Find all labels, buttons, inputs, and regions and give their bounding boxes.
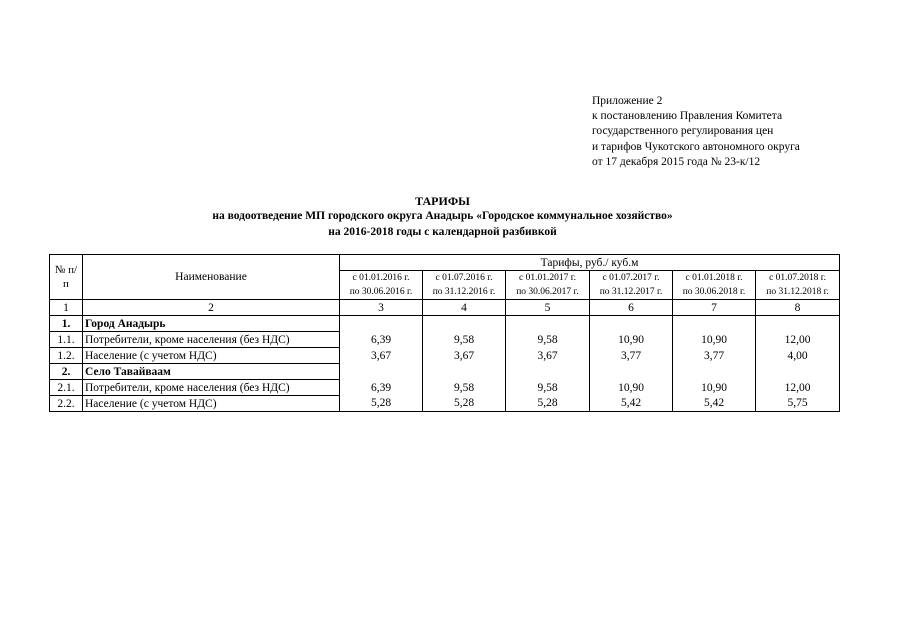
period-to: по 30.06.2018 г. (682, 287, 746, 297)
header-period (756, 271, 840, 300)
header-period (423, 271, 506, 300)
row-number: 1.1. (50, 332, 83, 348)
tariff-value (590, 316, 673, 332)
header-period (590, 271, 673, 300)
row-name: Потребители, кроме населения (без НДС) (83, 332, 340, 348)
table-row (50, 396, 840, 412)
tariff-value (673, 316, 756, 332)
tariff-value: 5,42 (673, 396, 756, 412)
row-name: Потребители, кроме населения (без НДС) (83, 380, 340, 396)
table-row (50, 332, 840, 348)
tariff-value (756, 316, 840, 332)
tariff-value: 10,90 (673, 380, 756, 396)
annex-line: и тарифов Чукотского автономного округа (592, 140, 800, 153)
row-number: 2. (50, 364, 83, 380)
tariff-value: 6,39 (340, 380, 423, 396)
period-to: по 30.06.2016 г. (349, 287, 413, 297)
annex-line: государственного регулирования цен (592, 125, 774, 138)
row-name: Население (с учетом НДС) (83, 348, 340, 364)
tariff-value: 6,39 (340, 332, 423, 348)
document-title (0, 193, 885, 240)
tariff-value: 9,58 (506, 380, 590, 396)
annex-line: Приложение 2 (592, 95, 663, 107)
title-subtitle: на водоотведение МП городского округа Анадырь «Городское коммунальное хозяйство» (212, 210, 673, 222)
period-to: по 31.12.2016 г. (432, 287, 496, 297)
group-row (50, 364, 840, 380)
header-name: Наименование (83, 255, 340, 300)
header-tariff: Тарифы, руб./ куб.м (340, 255, 840, 271)
column-index: 7 (673, 300, 756, 316)
annex-line: от 17 декабря 2015 года № 23-к/12 (592, 155, 761, 168)
period-from: с 01.07.2017 г. (602, 273, 660, 283)
tariff-value (756, 364, 840, 380)
row-number: 1.2. (50, 348, 83, 364)
period-from: с 01.01.2016 г. (352, 273, 410, 283)
column-index: 2 (83, 300, 340, 316)
tariff-value: 5,75 (756, 396, 840, 412)
period-to: по 30.06.2017 г. (516, 287, 579, 297)
column-index: 3 (340, 300, 423, 316)
period-from: с 01.01.2018 г. (685, 273, 743, 283)
tariff-value: 3,67 (506, 348, 590, 364)
row-name: Население (с учетом НДС) (83, 396, 340, 412)
tariff-value: 10,90 (590, 380, 673, 396)
tariff-value: 3,77 (590, 348, 673, 364)
header-num: № п/п (50, 255, 83, 300)
header-period (506, 271, 590, 300)
column-index: 4 (423, 300, 506, 316)
annex-line: к постановлению Правления Комитета (592, 110, 783, 123)
title-main: ТАРИФЫ (415, 194, 470, 208)
column-index: 5 (506, 300, 590, 316)
tariff-value: 5,28 (423, 396, 506, 412)
period-from: с 01.07.2016 г. (435, 273, 493, 283)
tariff-table (49, 254, 840, 412)
row-number: 2.2. (50, 396, 83, 412)
index-row (50, 300, 840, 316)
tariff-value: 9,58 (423, 380, 506, 396)
tariff-value (506, 364, 590, 380)
period-to: по 31.12.2018 г. (766, 287, 829, 297)
header-period (340, 271, 423, 300)
row-name: Город Анадырь (83, 316, 340, 332)
tariff-value (423, 316, 506, 332)
tariff-value: 3,67 (340, 348, 423, 364)
tariff-value (340, 316, 423, 332)
period-to: по 31.12.2017 г. (599, 287, 663, 297)
tariff-value (340, 364, 423, 380)
group-row (50, 316, 840, 332)
period-from: с 01.07.2018 г. (769, 273, 826, 283)
column-index: 6 (590, 300, 673, 316)
tariff-value: 9,58 (423, 332, 506, 348)
row-number: 2.1. (50, 380, 83, 396)
tariff-value: 10,90 (590, 332, 673, 348)
header-period (673, 271, 756, 300)
table-row (50, 348, 840, 364)
tariff-value: 9,58 (506, 332, 590, 348)
tariff-value (590, 364, 673, 380)
table-row (50, 380, 840, 396)
tariff-value: 4,00 (756, 348, 840, 364)
tariff-value (423, 364, 506, 380)
tariff-value: 5,28 (506, 396, 590, 412)
tariff-value: 5,42 (590, 396, 673, 412)
tariff-value: 3,77 (673, 348, 756, 364)
row-number: 1. (50, 316, 83, 332)
tariff-value (506, 316, 590, 332)
row-name: Село Тавайваам (83, 364, 340, 380)
tariff-value: 12,00 (756, 380, 840, 396)
title-period: на 2016-2018 годы с календарной разбивкой (328, 225, 557, 238)
period-from: с 01.01.2017 г. (519, 273, 576, 283)
tariff-value: 3,67 (423, 348, 506, 364)
tariff-value: 5,28 (340, 396, 423, 412)
tariff-value: 10,90 (673, 332, 756, 348)
annex-block (592, 94, 872, 170)
tariff-value (673, 364, 756, 380)
tariff-value: 12,00 (756, 332, 840, 348)
column-index: 8 (756, 300, 840, 316)
column-index: 1 (50, 300, 83, 316)
header-row (50, 255, 840, 271)
